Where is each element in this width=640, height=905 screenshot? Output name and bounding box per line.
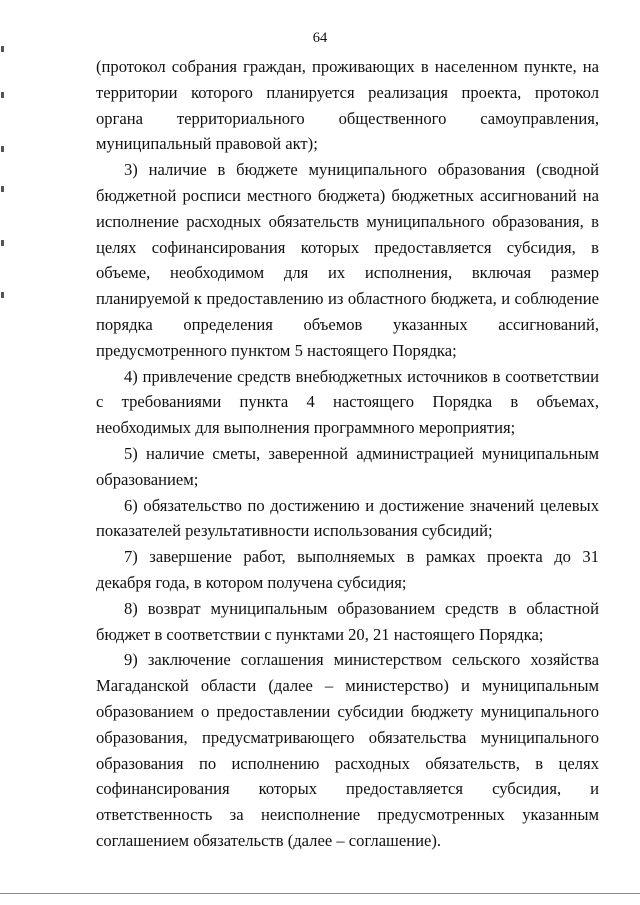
paragraph-item-8: 8) возврат муниципальным образованием средств в областной бюджет в соответствии с пунктами 20, 21 настоящего Порядка; (96, 598, 599, 644)
paragraph-item-3: 3) наличие в бюджете муниципального образования (сводной бюджетной росписи местного бюджета) бюджетных ассигнований на исполнение расходных обязательств муниципального образования, в целях софинансирования которых предоставляется субсидия, в объеме, необходимом для их исполнения, включая размер планируемой к предоставлению из областного бюджета, и соблюдение порядка определения объемов указанных ассигнований, предусмотренного пунктом 5 настоящего Порядка; (96, 160, 599, 360)
document-body (96, 54, 599, 854)
paragraph-item-6: 6) обязательство по достижению и достижение значений целевых показателей результативности использования субсидий; (96, 495, 599, 541)
paragraph-item-4: 4) привлечение средств внебюджетных источников в соответствии с требованиями пункта 4 настоящего Порядка в объемах, необходимых для выполнения программного мероприятия; (96, 366, 599, 438)
paragraph-item-7: 7) завершение работ, выполняемых в рамках проекта до 31 декабря года, в котором получена субсидия; (96, 547, 599, 592)
paragraph-item-5: 5) наличие сметы, заверенной администрацией муниципальным образованием; (96, 443, 599, 489)
page-number: 64 (312, 30, 328, 46)
scan-edge-marks (0, 0, 8, 905)
paragraph-protocol-continuation: (протокол собрания граждан, проживающих в населенном пункте, на территории которого планируется реализация проекта, протокол органа территориального общественного самоуправления, муниципальный правовой акт); (96, 57, 599, 154)
paragraph-item-9: 9) заключение соглашения министерством сельского хозяйства Магаданской области (далее – министерство) и муниципальным образованием о предоставлении субсидии бюджету муниципального образования, предусматривающего обязательства муниципального образования по исполнению расходных обязательств, в целях софинансирования которых предоставляется субсидия, и ответственность за неисполнение предусмотренных указанным соглашением обязательств (далее – соглашение). (96, 650, 599, 850)
scan-bottom-rule (0, 893, 640, 894)
